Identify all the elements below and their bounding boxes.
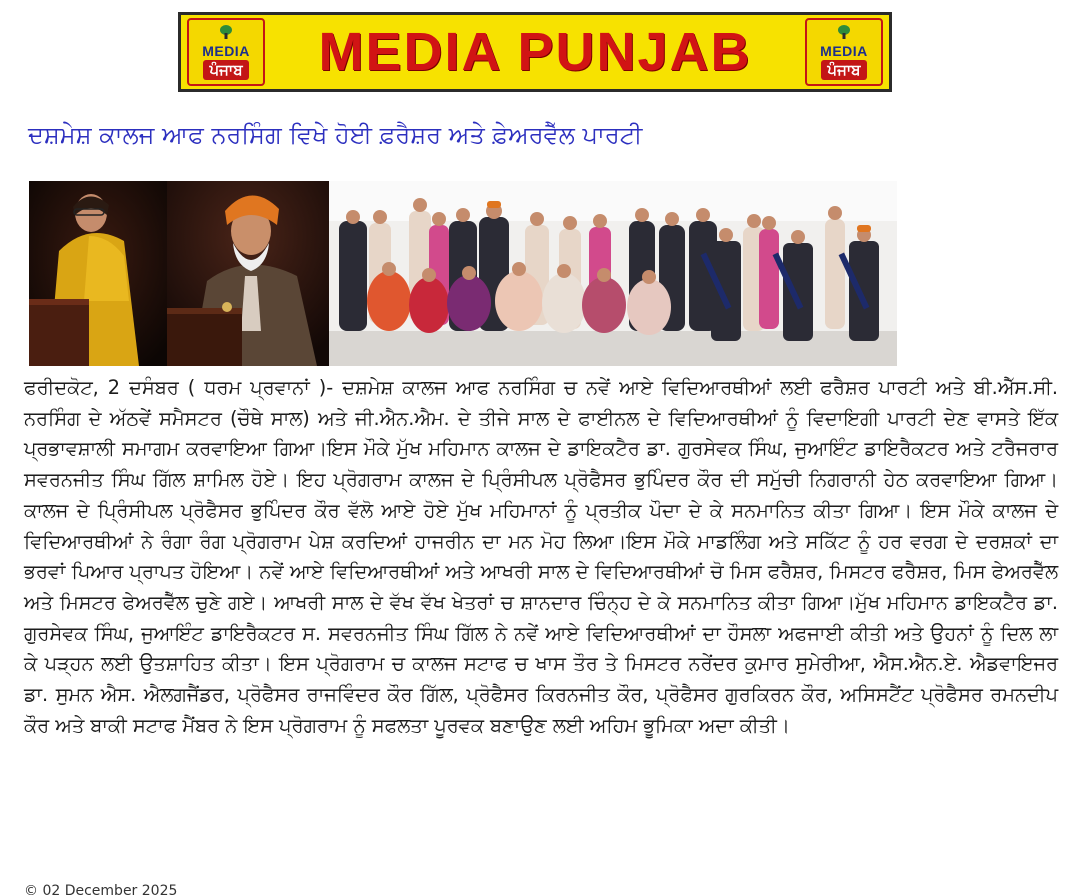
article-headline: ਦਸ਼ਮੇਸ਼ ਕਾਲਜ ਆਫ ਨਰਸਿੰਗ ਵਿਖੇ ਹੋਈ ਫ਼ਰੈਸ਼ਰ ਅਤੇ ਫ਼ੇਅਰਵੈੱਲ ਪਾਰਟੀ [28, 121, 643, 149]
media-punjab-logo-left [187, 18, 265, 86]
article-body: ਫਰੀਦਕੋਟ, 2 ਦਸੰਬਰ ( ਧਰਮ ਪ੍ਰਵਾਨਾਂ )- ਦਸ਼ਮੇਸ਼ ਕਾਲਜ ਆਫ ਨਰਸਿੰਗ ਚ ਨਵੇਂ ਆਏ ਵਿਦਿਆਰਥੀਆਂ ਲਈ ਫਰੈਸ਼ਰ ਪਾਰਟੀ ਅਤੇ ਬੀ.ਐੱਸ.ਸੀ. ਨਰਸਿੰਗ ਦੇ ਅੱਠਵੇਂ ਸਮੈਸਟਰ (ਚੌਥੇ ਸਾਲ) ਅਤੇ ਜੀ.ਐਨ.ਐਮ. ਦੇ ਤੀਜੇ ਸਾਲ ਦੇ ਫਾਈਨਲ ਦੇ ਵਿਦਿਆਰਥੀਆਂ ਨੂੰ ਵਿਦਾਇਗੀ ਪਾਰਟੀ ਦੇਣ ਵਾਸਤੇ ਇੱਕ ਪ੍ਰਭਾਵਸ਼ਾਲੀ ਸਮਾਗਮ ਕਰਵਾਇਆ ਗਿਆ।ਇਸ ਮੌਕੇ ਮੁੱਖ ਮਹਿਮਾਨ ਕਾਲਜ ਦੇ ਡਾਇਕਟੈਰ ਡਾ. ਗੁਰਸੇਵਕ ਸਿੰਘ, ਜੁਆਇੰਟ ਡਾਇਰੈਕਟਰ ਅਤੇ ਟਰੈਜਰਾਰ ਸਵਰਨਜੀਤ ਸਿੰਘ ਗਿੱਲ ਸ਼ਾਮਿਲ ਹੋਏ। ਇਹ ਪ੍ਰੋਗਰਾਮ ਕਾਲਜ ਦੇ ਪ੍ਰਿੰਸੀਪਲ ਪ੍ਰੋਫੈਸਰ ਭੁਪਿੰਦਰ ਕੌਰ ਦੀ ਸਮੁੱਚੀ ਨਿਗਰਾਨੀ ਹੇਠ ਕਰਵਾਇਆ ਗਿਆ। ਕਾਲਜ ਦੇ ਪ੍ਰਿੰਸੀਪਲ ਪ੍ਰੋਫੈਸਰ ਭੁਪਿੰਦਰ ਕੌਰ ਵੱਲੋ ਆਏ ਹੋਏ ਮੁੱਖ ਮਹਿਮਾਨਾਂ ਨੂੰ ਪ੍ਰਤੀਕ ਪੌਦਾ ਦੇ ਕੇ ਸਨਮਾਨਿਤ ਕੀਤਾ ਗਿਆ। ਇਸ ਮੌਕੇ ਕਾਲਜ ਦੇ ਵਿਦਿਆਰਥੀਆਂ ਨੇ ਰੰਗਾ ਰੰਗ ਪ੍ਰੋਗਰਾਮ ਪੇਸ਼ ਕਰਦਿਆਂ ਹਾਜਰੀਨ ਦਾ ਮਨ ਮੋਹ ਲਿਆ।ਇਸ ਮੌਕੇ ਮਾਡਲਿੰਗ ਅਤੇ ਸਕਿੱਟ ਨੂੰ ਹਰ ਵਰਗ ਦੇ ਦਰਸ਼ਕਾਂ ਦਾ ਭਰਵਾਂ ਪਿਆਰ ਪ੍ਰਾਪਤ ਹੋਇਆ। ਨਵੇਂ ਆਏ ਵਿਦਿਆਰਥੀਆਂ ਅਤੇ ਆਖਰੀ ਸਾਲ ਦੇ ਵਿਦਿਆਰਥੀਆਂ ਚੋ ਮਿਸ ਫਰੈਸ਼ਰ, ਮਿਸਟਰ ਫਰੈਸ਼ਰ, ਮਿਸ ਫੇਅਰਵੈੱਲ ਅਤੇ ਮਿਸਟਰ ਫੇਅਰਵੈੱਲ ਚੁਣੇ ਗਏ। ਆਖਰੀ ਸਾਲ ਦੇ ਵੱਖ ਵੱਖ ਖੇਤਰਾਂ ਚ ਸ਼ਾਨਦਾਰ ਚਿੰਨ੍ਹ ਦੇ ਕੇ ਸਨਮਾਨਿਤ ਕੀਤਾ ਗਿਆ।ਮੁੱਖ ਮਹਿਮਾਨ ਡਾਇਕਟੈਰ ਡਾ. ਗੁਰਸੇਵਕ ਸਿੰਘ, ਜੁਆਇੰਟ ਡਾਇਰੈਕਟਰ ਸ. ਸਵਰਨਜੀਤ ਸਿੰਘ ਗਿੱਲ ਨੇ ਨਵੇਂ ਆਏ ਵਿਦਿਆਰਥੀਆਂ ਦਾ ਹੌਸਲਾ ਅਫਜਾਈ ਕੀਤੀ ਅਤੇ ਉਹਨਾਂ ਨੂੰ ਦਿਲ ਲਾ ਕੇ ਪੜ੍ਹਨ ਲਈ ਉਤਸ਼ਾਹਿਤ ਕੀਤਾ। ਇਸ ਪ੍ਰੋਗਰਾਮ ਚ ਕਾਲਜ ਸਟਾਫ ਚ ਖਾਸ ਤੌਰ ਤੇ ਮਿਸਟਰ ਨਰੇਂਦਰ ਕੁਮਾਰ ਸੁਮੇਰੀਆ, ਐਸ.ਐਨ.ਏ. ਐਡਵਾਇਜਰ ਡਾ. ਸੁਮਨ ਐਸ. ਐਲਗਜੈਂਡਰ, ਪ੍ਰੋਫੈਸਰ ਰਾਜਵਿੰਦਰ ਕੌਰ ਗਿੱਲ, ਪ੍ਰੋਫੈਸਰ ਕਿਰਨਜੀਤ ਕੌਰ, ਪ੍ਰੋਫੈਸਰ ਗੁਰਕਿਰਨ ਕੌਰ, ਅਸਿਸਟੈਂਟ ਪ੍ਰੋਫੈਸਰ ਰਮਨਦੀਪ ਕੌਰ ਅਤੇ ਬਾਕੀ ਸਟਾਫ ਮੈਂਬਰ ਨੇ ਇਸ ਪ੍ਰੋਗਰਾਮ ਨੂੰ ਸਫਲਤਾ ਪੂਰਵਕ ਬਣਾਉਣ ਲਈ ਅਹਿਮ ਭੂਮਿਕਾ ਅਦਾ ਕੀਤੀ। [24, 376, 1058, 737]
media-punjab-logo-right [805, 18, 883, 86]
microphone-icon [216, 22, 236, 42]
logo-text-pa: ਪੰਜਾਬ [821, 60, 866, 80]
footer-date: © 02 December 2025 [24, 883, 178, 895]
microphone-icon [834, 22, 854, 42]
photo-group-stage [329, 181, 897, 366]
photo-speaker-man [167, 181, 329, 366]
masthead-title: MEDIA PUNJAB [318, 22, 752, 82]
photo-speaker-woman [29, 181, 167, 366]
logo-text-en: MEDIA [202, 43, 250, 59]
masthead-banner [178, 12, 892, 92]
logo-text-en: MEDIA [820, 43, 868, 59]
logo-text-pa: ਪੰਜਾਬ [203, 60, 248, 80]
